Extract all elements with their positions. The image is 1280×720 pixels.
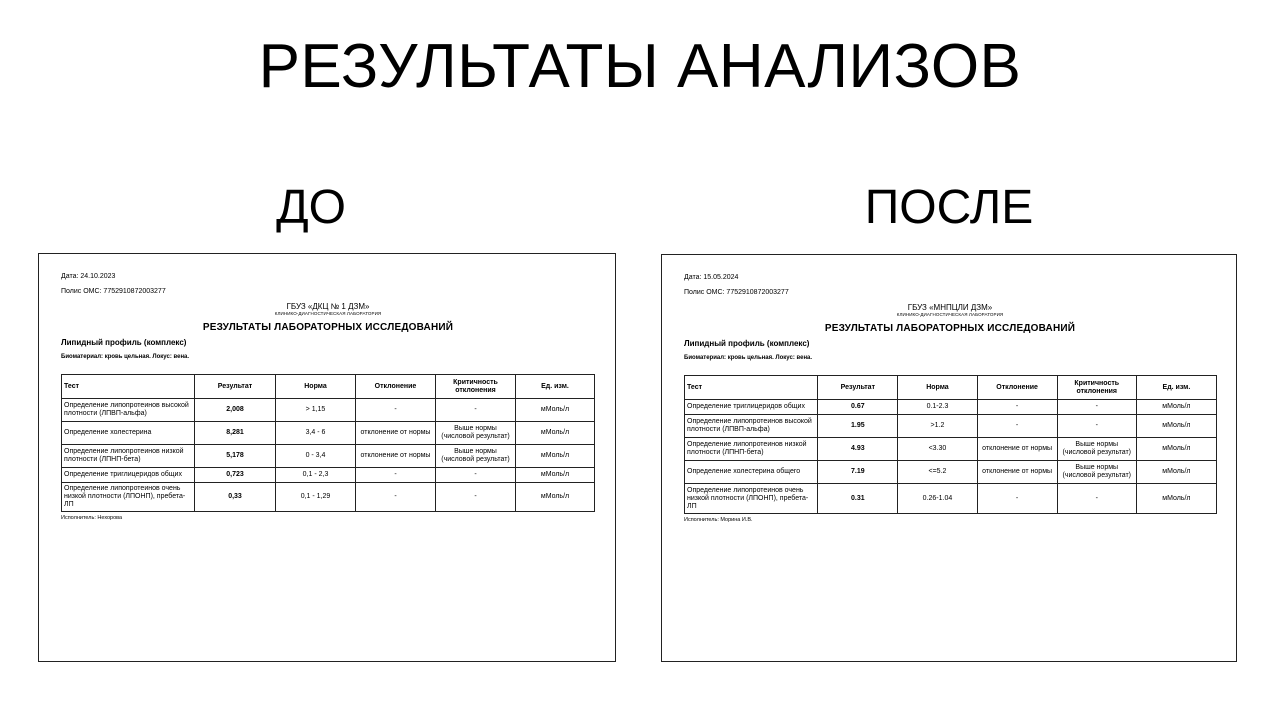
- test-criticality: -: [436, 399, 516, 422]
- test-result: 2,008: [195, 399, 276, 422]
- test-name: Определение липопротеинов низкой плотности (ЛПНП-бета): [685, 438, 818, 461]
- test-name: Определение липопротеинов низкой плотности (ЛПНП-бета): [62, 445, 195, 468]
- report-date: Дата: 15.05.2024: [684, 274, 739, 281]
- table-row: [685, 461, 1217, 484]
- header-deviation: Отклонение: [356, 375, 436, 399]
- test-deviation: отклонение от нормы: [977, 461, 1057, 484]
- before-heading: ДО: [276, 181, 346, 234]
- organization-name: ГБУЗ «ДКЦ № 1 ДЗМ»: [286, 302, 370, 311]
- test-unit: мМоль/л: [1136, 438, 1216, 461]
- insurance-policy: Полис ОМС: 7752910872003277: [61, 288, 166, 295]
- test-norm: <3.30: [898, 438, 977, 461]
- table-row: [685, 400, 1217, 415]
- panel-name: Липидный профиль (комплекс): [684, 339, 810, 348]
- lab-report-before: [38, 253, 616, 662]
- test-norm: 0.26-1.04: [898, 484, 977, 514]
- test-unit: мМоль/л: [516, 468, 595, 483]
- header-test: Тест: [685, 376, 818, 400]
- header-test: Тест: [62, 375, 195, 399]
- test-name: Определение липопротеинов очень низкой плотности (ЛПОНП), пребета-ЛП: [62, 483, 195, 512]
- test-result: 0.67: [818, 400, 898, 415]
- report-title: РЕЗУЛЬТАТЫ ЛАБОРАТОРНЫХ ИССЛЕДОВАНИЙ: [202, 322, 454, 333]
- test-name: Определение холестерина: [62, 422, 195, 445]
- test-name: Определение липопротеинов высокой плотности (ЛПВП-альфа): [685, 415, 818, 438]
- test-unit: мМоль/л: [1136, 461, 1216, 484]
- header-deviation: Отклонение: [977, 376, 1057, 400]
- test-deviation: -: [977, 484, 1057, 514]
- header-result: Результат: [818, 376, 898, 400]
- test-criticality: Выше нормы (числовой результат): [436, 422, 516, 445]
- test-deviation: -: [356, 399, 436, 422]
- test-norm: 0.1-2.3: [898, 400, 977, 415]
- header-norm: Норма: [276, 375, 356, 399]
- test-criticality: -: [1057, 415, 1136, 438]
- table-row: [685, 484, 1217, 514]
- test-deviation: отклонение от нормы: [977, 438, 1057, 461]
- lab-report-after: [661, 254, 1237, 662]
- test-norm: 0,1 - 2,3: [276, 468, 356, 483]
- organization-subtitle: КЛИНИКО-ДИАГНОСТИЧЕСКАЯ ЛАБОРАТОРИЯ: [274, 311, 382, 316]
- test-criticality: -: [1057, 484, 1136, 514]
- performer: Исполнитель: Нехорова: [61, 515, 123, 521]
- test-result: 8,281: [195, 422, 276, 445]
- table-header-row: [62, 375, 595, 399]
- header-criticality: Критичность отклонения: [1057, 376, 1136, 400]
- biomaterial: Биоматериал: кровь цельная. Локус: вена.: [61, 354, 190, 360]
- test-result: 7.19: [818, 461, 898, 484]
- test-deviation: отклонение от нормы: [356, 422, 436, 445]
- test-criticality: Выше нормы (числовой результат): [1057, 438, 1136, 461]
- test-norm: > 1,15: [276, 399, 356, 422]
- report-title: РЕЗУЛЬТАТЫ ЛАБОРАТОРНЫХ ИССЛЕДОВАНИЙ: [824, 323, 1076, 334]
- after-heading: ПОСЛЕ: [864, 181, 1034, 234]
- header-result: Результат: [195, 375, 276, 399]
- test-result: 1.95: [818, 415, 898, 438]
- test-unit: мМоль/л: [1136, 400, 1216, 415]
- report-date: Дата: 24.10.2023: [61, 273, 116, 280]
- test-norm: >1.2: [898, 415, 977, 438]
- test-deviation: -: [977, 415, 1057, 438]
- test-name: Определение триглицеридов общих: [685, 400, 818, 415]
- performer: Исполнитель: Морина И.В.: [684, 517, 753, 523]
- test-deviation: -: [977, 400, 1057, 415]
- test-norm: <=5.2: [898, 461, 977, 484]
- header-unit: Ед. изм.: [1136, 376, 1216, 400]
- biomaterial: Биоматериал: кровь цельная. Локус: вена.: [684, 355, 813, 361]
- test-result: 0,33: [195, 483, 276, 512]
- organization-name: ГБУЗ «МНПЦЛИ ДЗМ»: [907, 303, 993, 312]
- test-unit: мМоль/л: [1136, 484, 1216, 514]
- table-row: [685, 415, 1217, 438]
- test-norm: 0,1 - 1,29: [276, 483, 356, 512]
- test-unit: мМоль/л: [516, 445, 595, 468]
- header-unit: Ед. изм.: [516, 375, 595, 399]
- test-unit: мМоль/л: [516, 422, 595, 445]
- test-criticality: Выше нормы (числовой результат): [1057, 461, 1136, 484]
- test-deviation: -: [356, 483, 436, 512]
- insurance-policy: Полис ОМС: 7752910872003277: [684, 289, 789, 296]
- results-table: [684, 375, 1217, 514]
- test-result: 4.93: [818, 438, 898, 461]
- test-result: 0.31: [818, 484, 898, 514]
- header-criticality: Критичность отклонения: [436, 375, 516, 399]
- test-result: 0,723: [195, 468, 276, 483]
- test-unit: мМоль/л: [516, 483, 595, 512]
- test-name: Определение липопротеинов очень низкой плотности (ЛПОНП), пребета-ЛП: [685, 484, 818, 514]
- test-norm: 0 - 3,4: [276, 445, 356, 468]
- organization-subtitle: КЛИНИКО-ДИАГНОСТИЧЕСКАЯ ЛАБОРАТОРИЯ: [896, 312, 1004, 317]
- table-row: [62, 445, 595, 468]
- test-result: 5,178: [195, 445, 276, 468]
- table-row: [62, 422, 595, 445]
- table-row: [62, 468, 595, 483]
- test-deviation: отклонение от нормы: [356, 445, 436, 468]
- test-criticality: Выше нормы (числовой результат): [436, 445, 516, 468]
- test-criticality: -: [436, 468, 516, 483]
- table-row: [62, 483, 595, 512]
- test-name: Определение липопротеинов высокой плотности (ЛПВП-альфа): [62, 399, 195, 422]
- table-row: [62, 399, 595, 422]
- test-name: Определение триглицеридов общих: [62, 468, 195, 483]
- panel-name: Липидный профиль (комплекс): [61, 338, 187, 347]
- test-name: Определение холестерина общего: [685, 461, 818, 484]
- results-table: [61, 374, 595, 512]
- test-criticality: -: [436, 483, 516, 512]
- test-norm: 3,4 - 6: [276, 422, 356, 445]
- header-norm: Норма: [898, 376, 977, 400]
- test-criticality: -: [1057, 400, 1136, 415]
- table-row: [685, 438, 1217, 461]
- slide-title: РЕЗУЛЬТАТЫ АНАЛИЗОВ: [258, 32, 1022, 101]
- test-unit: мМоль/л: [516, 399, 595, 422]
- table-header-row: [685, 376, 1217, 400]
- test-deviation: -: [356, 468, 436, 483]
- test-unit: мМоль/л: [1136, 415, 1216, 438]
